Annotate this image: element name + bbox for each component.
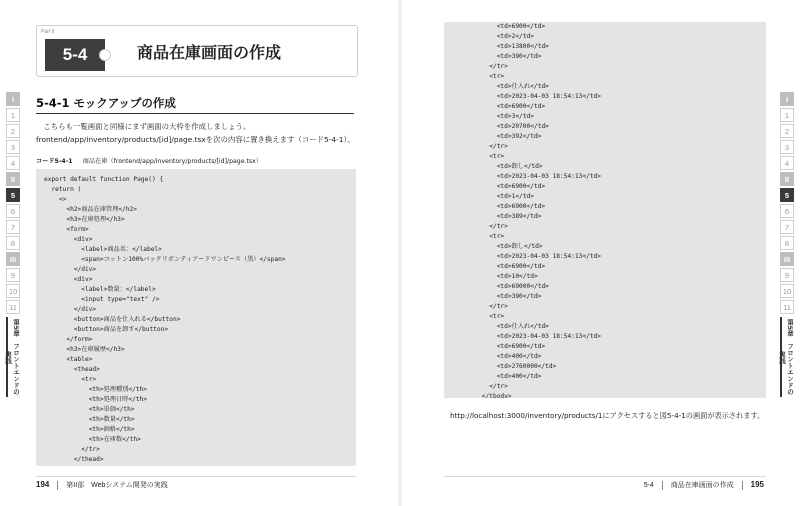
- code-line: <form>: [44, 226, 89, 233]
- code-line: <td>6900</td>: [452, 343, 546, 350]
- footer-rule-left: [36, 476, 356, 477]
- code-line: <td>3</td>: [452, 113, 534, 120]
- code-line: <td>400</td>: [452, 373, 542, 380]
- chapter-tab-6[interactable]: 6: [780, 204, 794, 218]
- chapter-header: [36, 25, 358, 77]
- chapter-tab-1[interactable]: 1: [6, 108, 20, 122]
- code-line: </tr>: [452, 303, 508, 310]
- code-line: <tr>: [452, 233, 505, 240]
- code-caption-text: 商品在庫（frontend/app/inventory/products/[id]/page.tsx）: [82, 158, 262, 165]
- chapter-tab-6[interactable]: 6: [6, 204, 20, 218]
- chapter-tab-8[interactable]: 8: [780, 236, 794, 250]
- code-line: export default function Page() {: [44, 176, 164, 183]
- code-line: <td>389</td>: [452, 213, 542, 220]
- code-line: </thead>: [44, 456, 104, 463]
- chapter-tab-II[interactable]: II: [780, 172, 794, 186]
- code-line: <td>392</td>: [452, 133, 542, 140]
- code-line: <h3>在庫履歴</h3>: [44, 346, 125, 353]
- code-line: <td>390</td>: [452, 293, 542, 300]
- chapter-tab-label: 第5章 フロントエンドの実践: [778, 318, 794, 396]
- code-line: <td>仕入れ</td>: [452, 323, 549, 330]
- chapter-tab-I[interactable]: I: [780, 92, 794, 106]
- chapter-tab-11[interactable]: 11: [6, 300, 20, 314]
- footer-separator: [57, 481, 58, 490]
- code-line: <td>2023-04-03 18:54:13</td>: [452, 333, 602, 340]
- code-line: [44, 465, 356, 466]
- code-line: </div>: [44, 306, 97, 313]
- code-line: <button>商品を仕入れる</button>: [44, 316, 181, 323]
- chapter-title: 商品在庫画面の作成: [137, 43, 282, 62]
- code-caption-label: コード5-4-1: [36, 158, 73, 165]
- chapter-tab-III[interactable]: III: [6, 252, 20, 266]
- code-line: <label>数量：</label>: [44, 286, 156, 293]
- chapter-tab-4[interactable]: 4: [6, 156, 20, 170]
- page-number-right: 195: [750, 480, 764, 489]
- chapter-tab-2[interactable]: 2: [780, 124, 794, 138]
- code-line: <td>6900</td>: [452, 103, 546, 110]
- section-title: 5-4-1 モックアップの作成: [36, 96, 176, 110]
- code-line: <label>商品名：</label>: [44, 246, 162, 253]
- code-caption: [36, 156, 262, 165]
- code-line: <span>コットン100%バックリボンティアードワンピース（黒）</span>: [44, 256, 286, 263]
- code-line: <td>6900</td>: [452, 203, 546, 210]
- code-line: <tr>: [452, 73, 505, 80]
- chapter-number: [45, 39, 105, 71]
- body-paragraph: こちらも一覧画面と同様にまず画面の大枠を作成しましょう。frontend/app/inventory/products/[id]/page.tsxを次の内容に置き換えます（コード5-4-1）。: [36, 122, 355, 144]
- code-line: <td>1</td>: [452, 193, 534, 200]
- chapter-tab-10[interactable]: 10: [6, 284, 20, 298]
- code-line: <td>卸し</td>: [452, 243, 543, 250]
- chapter-tab-1[interactable]: 1: [780, 108, 794, 122]
- code-line: <td>2023-04-03 18:54:13</td>: [452, 93, 602, 100]
- code-line: <h3>在庫処理</h3>: [44, 216, 125, 223]
- chapter-tab-11[interactable]: 11: [780, 300, 794, 314]
- part-label: Part II: [41, 29, 55, 35]
- footer-right: [644, 480, 764, 490]
- code-line: </div>: [44, 266, 97, 273]
- code-line: <th>処理日時</th>: [44, 396, 147, 403]
- code-line: <td>2</td>: [452, 33, 534, 40]
- code-line: </tr>: [452, 383, 508, 390]
- code-line: <th>数量</th>: [44, 416, 135, 423]
- code-line: </tbody>: [452, 393, 512, 398]
- left-chapter-tabs: [6, 92, 20, 397]
- chapter-tab-I[interactable]: I: [6, 92, 20, 106]
- code-line: <tr>: [452, 153, 505, 160]
- code-line: <div>: [44, 236, 93, 243]
- footer-rule-right: [444, 476, 766, 477]
- code-line: <td>6900</td>: [452, 183, 546, 190]
- code-line: <td>卸し</td>: [452, 163, 543, 170]
- code-line: <tr>: [44, 376, 97, 383]
- chapter-tab-III[interactable]: III: [780, 252, 794, 266]
- right-chapter-tabs: [780, 92, 794, 397]
- code-line: <button>商品を卸す</button>: [44, 326, 169, 333]
- code-line: <th>処理種別</th>: [44, 386, 147, 393]
- code-line: <div>: [44, 276, 93, 283]
- code-line: <td>6900</td>: [452, 263, 546, 270]
- chapter-tab-8[interactable]: 8: [6, 236, 20, 250]
- page-number-left: 194: [36, 480, 50, 489]
- code-line: <h2>商品在庫管理</h2>: [44, 206, 138, 213]
- code-line: <td>10</td>: [452, 273, 538, 280]
- code-line: <input type="text" />: [44, 296, 160, 303]
- chapter-number-text: 5-4: [62, 45, 88, 64]
- chapter-tab-9[interactable]: 9: [780, 268, 794, 282]
- chapter-tab-9[interactable]: 9: [6, 268, 20, 282]
- code-line: <td>390</td>: [452, 53, 542, 60]
- code-block-right: [444, 22, 766, 398]
- code-line: <>: [44, 196, 67, 203]
- footer-section-title: 商品在庫画面の作成: [670, 482, 734, 489]
- chapter-tab-4[interactable]: 4: [780, 156, 794, 170]
- code-line: <td>6900</td>: [452, 23, 546, 30]
- footer-separator: [742, 481, 743, 490]
- code-line: <td>400</td>: [452, 353, 542, 360]
- chapter-tab-7[interactable]: 7: [780, 220, 794, 234]
- code-line: <td>仕入れ</td>: [452, 83, 549, 90]
- code-line: </tr>: [452, 143, 508, 150]
- code-line: <th>価格</th>: [44, 426, 135, 433]
- code-line: <td>20700</td>: [452, 123, 549, 130]
- chapter-tab-5[interactable]: 5: [6, 188, 20, 202]
- code-line: return (: [44, 186, 82, 193]
- footer-separator: [662, 481, 663, 490]
- chapter-tab-5[interactable]: 5: [780, 188, 794, 202]
- code-line: <thead>: [44, 366, 100, 373]
- footer-part-title: 第II部 Webシステム開発の実践: [66, 482, 168, 489]
- section-rule: [36, 113, 354, 114]
- chapter-tab-7[interactable]: 7: [6, 220, 20, 234]
- footer-left: [36, 480, 168, 490]
- code-line: <th>単価</th>: [44, 406, 135, 413]
- code-line: </tr>: [452, 223, 508, 230]
- code-line: <th>在庫数</th>: [44, 436, 141, 443]
- result-paragraph: http://localhost:3000/inventory/products/1にアクセスすると図5-4-1の画面が表示されます。: [450, 411, 765, 420]
- code-block-left: [36, 169, 356, 466]
- code-line: </tr>: [452, 63, 508, 70]
- chapter-tab-label: 第5章 フロントエンドの実践: [4, 318, 20, 396]
- code-line: <td>2023-04-03 18:54:13</td>: [452, 173, 602, 180]
- chapter-tab-2[interactable]: 2: [6, 124, 20, 138]
- code-line: <td>13800</td>: [452, 43, 549, 50]
- code-line: </form>: [44, 336, 93, 343]
- code-line: <td>69000</td>: [452, 283, 549, 290]
- code-line: <td>2023-04-03 18:54:13</td>: [452, 253, 602, 260]
- chapter-tab-notch: [99, 49, 111, 61]
- code-line: <table>: [44, 356, 93, 363]
- chapter-tab-3[interactable]: 3: [780, 140, 794, 154]
- chapter-tab-3[interactable]: 3: [6, 140, 20, 154]
- code-line: <tr>: [452, 313, 505, 320]
- code-line: <td>2760000</td>: [452, 363, 557, 370]
- footer-section-number: 5-4: [643, 482, 654, 489]
- chapter-tab-II[interactable]: II: [6, 172, 20, 186]
- code-line: </tr>: [44, 446, 100, 453]
- chapter-tab-10[interactable]: 10: [780, 284, 794, 298]
